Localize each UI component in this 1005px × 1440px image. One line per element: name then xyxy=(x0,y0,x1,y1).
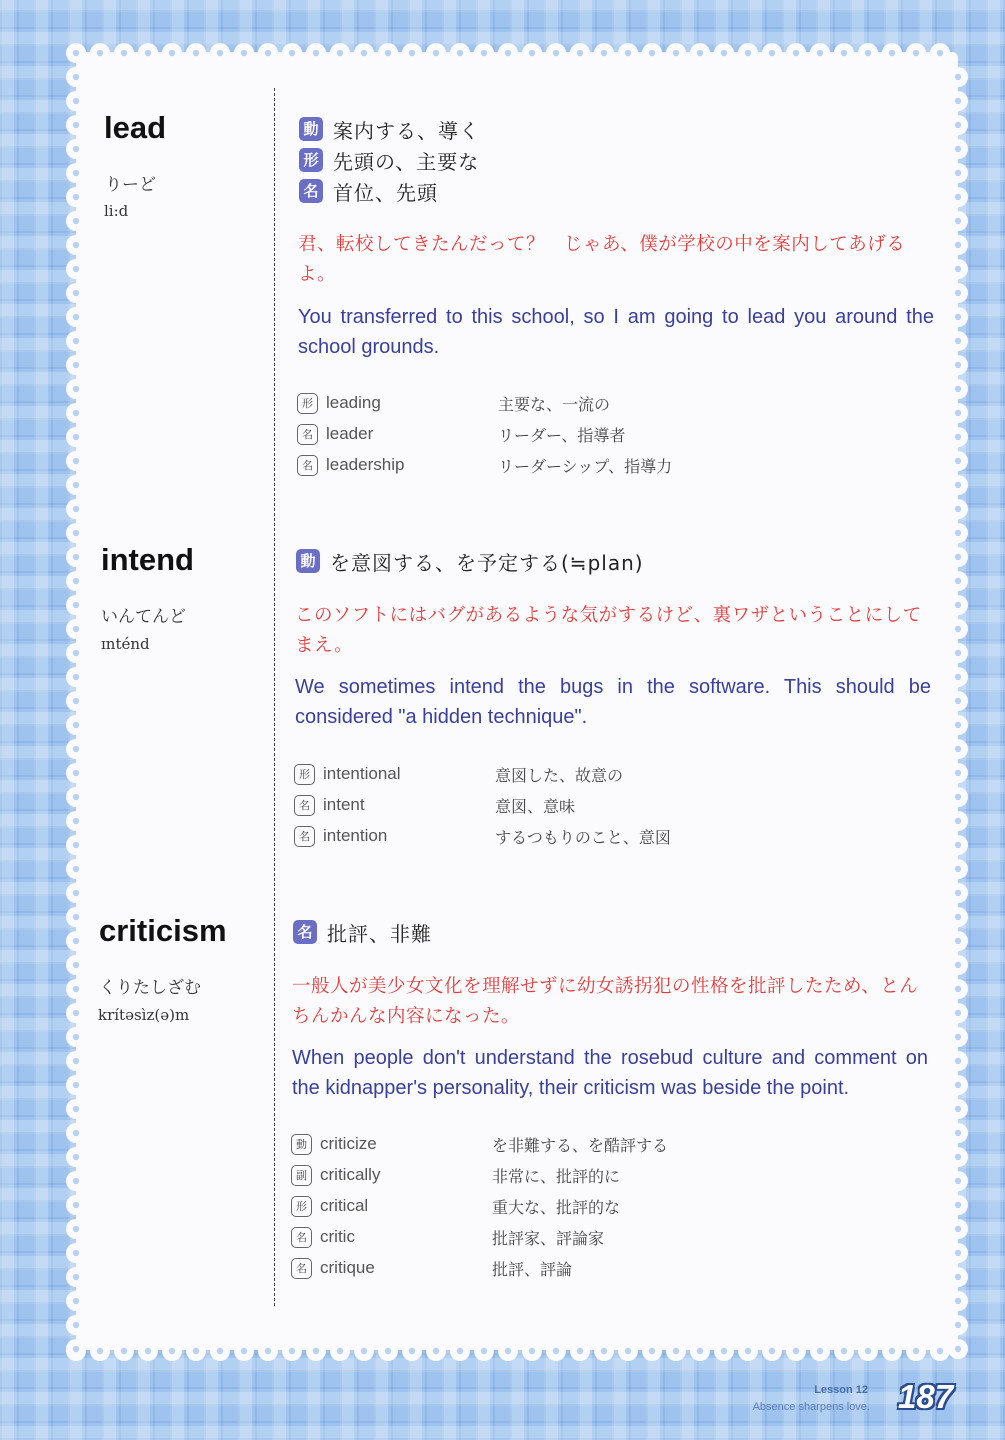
derivative-row xyxy=(291,1256,572,1280)
derivative-meaning: 批評、評論 xyxy=(492,1259,573,1279)
pos-meaning: を意図する、を予定する(≒plan) xyxy=(330,550,644,575)
derivative-word: critic xyxy=(320,1227,355,1246)
derivative-pos-badge: 動 xyxy=(291,1134,312,1155)
headword-pronunciation: krítəsìz(ə)m xyxy=(98,1006,190,1024)
derivative-word: leader xyxy=(326,424,374,443)
derivative-pos-badge: 名 xyxy=(297,455,318,476)
headword: lead xyxy=(104,110,167,145)
derivative-pos-badge: 名 xyxy=(297,424,318,445)
derivative-pos-badge: 形 xyxy=(294,764,315,785)
headword: criticism xyxy=(99,913,227,948)
derivative-meaning: 意図した、故意の xyxy=(495,765,624,785)
derivative-row xyxy=(297,422,625,446)
derivative-meaning: 意図、意味 xyxy=(495,796,576,816)
derivative-meaning: 主要な、一流の xyxy=(498,394,611,414)
english-example: When people don't understand the rosebud culture and comment on the kidnapper's personality, their criticism was beside the point. xyxy=(292,1047,928,1099)
lesson-label: Lesson 12 xyxy=(814,1384,868,1396)
pos-meaning: 案内する、導く xyxy=(333,118,480,143)
derivative-row xyxy=(297,391,610,415)
derivative-row xyxy=(291,1163,620,1187)
derivative-word: critically xyxy=(320,1165,381,1184)
pos-row xyxy=(299,177,438,205)
pos-row xyxy=(296,547,644,575)
derivative-row xyxy=(294,793,575,817)
headword-kana: いんてんど xyxy=(101,607,186,627)
headword-pronunciation: ɪnténd xyxy=(101,635,150,653)
pos-row xyxy=(299,146,479,174)
pos-badge: 動 xyxy=(296,549,320,573)
derivative-pos-badge: 名 xyxy=(291,1258,312,1279)
column-divider xyxy=(274,88,275,1306)
derivative-row xyxy=(291,1132,668,1156)
derivative-word: intention xyxy=(323,826,388,845)
pos-meaning: 先頭の、主要な xyxy=(333,149,480,174)
derivative-meaning: を非難する、を酷評する xyxy=(492,1135,669,1155)
derivative-word: leading xyxy=(326,393,381,412)
derivative-row xyxy=(294,824,671,848)
japanese-example: 君、転校してきたんだって？ じゃあ、僕が学校の中を案内してあげるよ。 xyxy=(298,234,906,285)
pos-row xyxy=(293,918,432,946)
headword-kana: くりたしざむ xyxy=(99,978,201,998)
derivative-word: critique xyxy=(320,1258,375,1277)
derivative-word: intentional xyxy=(323,764,401,783)
derivative-row xyxy=(294,762,623,786)
pos-badge: 形 xyxy=(299,148,323,172)
derivative-row xyxy=(297,453,672,477)
derivative-word: leadership xyxy=(326,455,405,474)
derivative-word: criticize xyxy=(320,1134,377,1153)
derivative-row xyxy=(291,1194,620,1218)
derivative-word: intent xyxy=(323,795,365,814)
pos-meaning: 批評、非難 xyxy=(327,921,432,946)
english-example: We sometimes intend the bugs in the software. This should be considered "a hidden technique". xyxy=(295,676,931,728)
headword-pronunciation: li:d xyxy=(104,202,129,220)
lesson-motto: Absence sharpens love. xyxy=(752,1401,870,1413)
japanese-example: このソフトにはバグがあるような気がするけど、裏ワザということにしてまえ。 xyxy=(295,605,922,656)
derivative-meaning: リーダー、指導者 xyxy=(498,425,626,445)
derivative-pos-badge: 形 xyxy=(291,1196,312,1217)
page-number: 187 xyxy=(898,1378,954,1415)
derivative-meaning: 重大な、批評的な xyxy=(492,1197,621,1217)
derivative-meaning: 批評家、評論家 xyxy=(492,1228,605,1248)
pos-badge: 動 xyxy=(299,117,323,141)
english-example: You transferred to this school, so I am going to lead you around the school grounds. xyxy=(298,306,934,358)
pos-badge: 名 xyxy=(293,920,317,944)
derivative-pos-badge: 名 xyxy=(294,826,315,847)
derivative-meaning: リーダーシップ、指導力 xyxy=(498,456,673,476)
derivative-pos-badge: 形 xyxy=(297,393,318,414)
derivative-pos-badge: 名 xyxy=(294,795,315,816)
derivative-meaning: するつもりのこと、意図 xyxy=(495,827,671,847)
derivative-word: critical xyxy=(320,1196,369,1215)
derivative-meaning: 非常に、批評的に xyxy=(492,1166,621,1186)
headword-kana: りーど xyxy=(105,175,156,195)
pos-badge: 名 xyxy=(299,179,323,203)
derivative-row xyxy=(291,1225,604,1249)
derivative-pos-badge: 名 xyxy=(291,1227,312,1248)
pos-meaning: 首位、先頭 xyxy=(333,180,438,205)
pos-row xyxy=(299,115,480,143)
derivative-pos-badge: 副 xyxy=(291,1165,312,1186)
headword: intend xyxy=(101,542,194,577)
japanese-example: 一般人が美少女文化を理解せずに幼女誘拐犯の性格を批評したため、とんちんかんな内容になった。 xyxy=(292,976,919,1027)
